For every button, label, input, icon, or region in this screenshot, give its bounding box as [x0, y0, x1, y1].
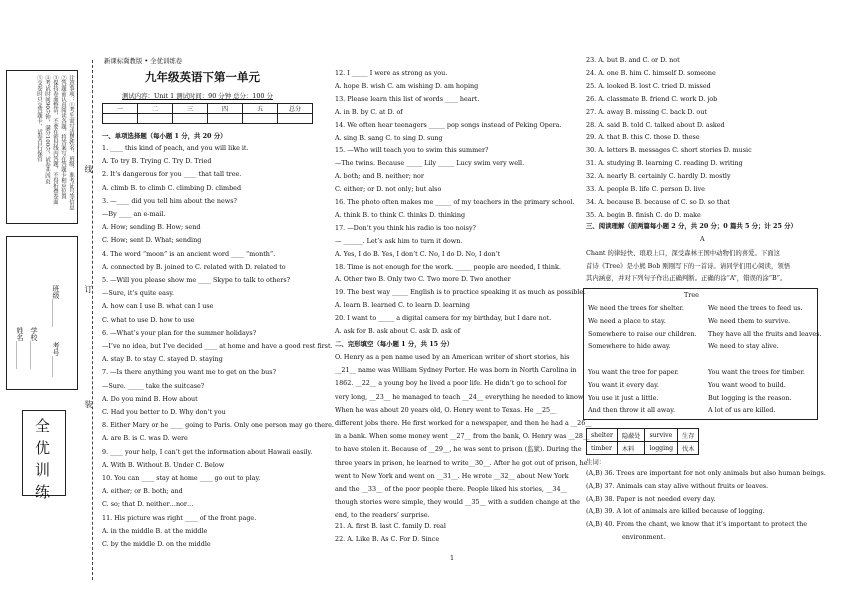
question-line: 7. —Is there anything you want me to get on the bus? — [102, 368, 276, 377]
passage-line: __21__ name was William Sydney Porter. He was born in North Carolina in — [335, 366, 577, 375]
poem-line: Somewhere to hide away. — [588, 342, 671, 351]
question-line: A. in B. by C. at D. of — [335, 107, 403, 116]
question-line: —I’ve no idea, but I’ve decided ____ at home and have a good rest first. — [102, 342, 333, 350]
question-line: 15. —Who will teach you to swim this summer? — [335, 146, 489, 155]
poem-title: Tree — [684, 291, 699, 299]
question-line: A. think B. to think C. thinks D. thinking — [335, 210, 466, 219]
poem-line: But logging is the reason. — [708, 393, 792, 402]
option-line: 24. A. one B. him C. himself D. someone — [586, 68, 716, 77]
question-line: —The twins. Because _____ Lily _____ Lucy swim very well. — [335, 159, 525, 168]
option-line: 29. A. that B. this C. those D. these — [586, 133, 700, 142]
poem-line: A lot of us are killed. — [708, 406, 776, 415]
poem-line: They have all the fruits and leaves. — [708, 329, 822, 338]
question-line: A. Do you mind B. How about — [102, 394, 198, 403]
question-line: 16. The photo often makes me _____ of my teachers in the primary school. — [335, 198, 575, 206]
question-line: A. either; or B. both; and — [102, 487, 183, 496]
question-line: C. what to use D. how to use — [102, 315, 195, 324]
question-line: (A,B) 37. Animals can stay alive without fruits or leaves. — [586, 481, 769, 490]
binding-mark-line: 线 — [84, 165, 93, 173]
question-line: 1. ____ this kind of peach, and you will like it. — [102, 144, 249, 152]
intro-line: 首诗《Tree》是小熊 Bob 刚刚写下的一首诗。请同学们用心阅读，领悟 — [586, 261, 791, 270]
question-line: C. How; sent D. What; sending — [102, 236, 202, 245]
question-line: A. sing B. sang C. to sing D. sung — [335, 133, 443, 142]
test-meta: 测试内容：Unit 1 测试时间：90 分钟 总分：100 分 — [122, 92, 273, 100]
question-line: C. either; or D. not only; but also — [335, 185, 442, 194]
question-line: 12. I _____ I were as strong as you. — [335, 69, 448, 77]
question-line: 2. It’s dangerous for you ____ that tall tree. — [102, 170, 242, 179]
binding-strip — [0, 0, 96, 601]
series-label: 新课标冀教版 • 全优训练卷 — [104, 57, 183, 65]
option-line: 28. A. said B. told C. talked about D. asked — [586, 120, 725, 129]
question-line: 4. The word “moon” is an ancient word ____ “month”. — [102, 249, 276, 258]
option-line: 32. A. nearly B. certainly C. hardly D. mostly — [586, 172, 731, 181]
poem-line: We need them to survive. — [708, 316, 791, 325]
question-line: A. Yes, I do B. Yes, I don’t C. No, I do D. No, I don’t — [335, 249, 501, 258]
question-line: A. ask for B. ask about C. ask D. ask of — [335, 327, 461, 335]
question-line: C. so; that D. neither…nor… — [102, 500, 194, 509]
question-line: 20. I want to _____ a digital camera for my birthday, but I dare not. — [335, 314, 552, 323]
vocab-row: shelter 隐蔽处 survive 生存 — [587, 429, 699, 442]
question-line: 5. —Will you please show me ____ Skype to talk to others? — [102, 276, 291, 284]
question-line: 11. His picture was right ____ of the front page. — [102, 513, 257, 522]
page-title: 九年级英语下第一单元 — [145, 70, 260, 84]
question-line: C. Had you better to D. Why don’t you — [102, 408, 226, 416]
question-line: A. Other two B. Only two C. Two more D. Two another — [335, 275, 511, 284]
passage-line: went to New York and went on __31__. He wrote __32__ about New York — [335, 471, 569, 480]
question-line: A. hope B. wish C. am wishing D. am hoping — [335, 81, 479, 90]
question-line: A. how can I use B. what can I use — [102, 302, 214, 311]
question-line: 9. ____ your help, I can’t get the information about Hawaii easily. — [102, 447, 313, 456]
binding-line — [92, 60, 93, 580]
vocab-table — [586, 428, 699, 455]
field-name[interactable]: 姓名________ — [16, 327, 24, 369]
intro-line: Chant 的律轻快、琅琅上口，深受森林王国中动物们的喜爱。下面这 — [586, 249, 781, 257]
poem-line: Somewhere to raise our children. — [588, 329, 697, 338]
question-line: 3. —____ did you tell him about the news? — [102, 196, 237, 205]
question-line: A. learn B. learned C. to learn D. learning — [335, 301, 471, 310]
passage-line: O. Henry as a pen name used by an American writer of short stories, his — [335, 353, 570, 361]
poem-line: We need the trees for shelter. — [588, 304, 684, 312]
poem-line: You use it just a little. — [588, 393, 659, 402]
question-line: —Sure, it’s quite easy. — [102, 289, 175, 298]
question-line: (A,B) 36. Trees are important for not only animals but also human beings. — [586, 469, 826, 477]
poem-line: You want wood to build. — [708, 380, 786, 389]
question-line: (A,B) 38. Paper is not needed every day. — [586, 494, 716, 503]
option-line: 31. A. studying B. learning C. reading D. writing — [586, 159, 743, 168]
question-line: A. in the middle B. at the middle — [102, 526, 208, 535]
passage-line: very long, __23__ he managed to teach __24__ everything he needed to know. — [335, 392, 585, 401]
passage-line: different jobs there. He first worked for a newspaper, and then he had a __26__ — [335, 419, 592, 427]
question-line: A. connected by B. joined to C. related with D. related to — [102, 262, 286, 271]
question-line: C. by the middle D. on the middle — [102, 540, 211, 548]
question-line: 19. The best way _____ English is to practice speaking it as much as possible. — [335, 288, 586, 297]
poem-line: You want it every day. — [588, 380, 659, 389]
question-line: A. both; and B. neither; nor — [335, 172, 424, 181]
passage-line: end, to the readers’ surprise. — [335, 511, 430, 520]
intro-line: 其内涵意，并对下列句子作出正确判断。正确的涂“A”，错误的涂“B”。 — [586, 274, 787, 282]
section3-sub: A — [700, 235, 705, 243]
question-line: (A,B) 40. From the chant, we know that it’s important to protect the — [586, 520, 808, 529]
option-line: 35. A. begin B. finish C. do D. make — [586, 210, 701, 219]
passage-line: in a bank. When some money went __27__ from the bank, O. Henry was __28__ — [335, 432, 590, 441]
question-line: (A,B) 39. A lot of animals are killed because of logging. — [586, 507, 765, 516]
poem-line: We need to stay alive. — [708, 342, 779, 351]
question-line: environment. — [622, 533, 666, 541]
option-line: 34. A. because B. because of C. so D. so that — [586, 197, 730, 206]
passage-line: three years in prison, he learned to write__30__. After he got out of prison, he — [335, 458, 588, 467]
option-line: 27. A. away B. missing C. back D. out — [586, 107, 707, 116]
passage-line: 1862. __22__ a young boy he lived a poor life. He didn’t go to school for — [335, 379, 567, 388]
page-number: 1 — [450, 554, 455, 562]
option-line: 22. A. Like B. As C. For D. Since — [335, 535, 440, 544]
question-line: A. To try B. Trying C. Try D. Tried — [102, 157, 212, 166]
notice-text: 注意事项：①考生需写清楚姓名、班级、准考证号等信息 ②答题前认真阅读各题，将答案写在答题卡相应位置 ③保持卷面整洁，不要在密封线内答题，不得折叠卷面 ④考试时间90分钟，满分100分，试卷共四页 ⑤交卷时只交答题卡，试卷自行保管 — [36, 75, 74, 210]
poem-line: We need a place to stay. — [588, 316, 666, 325]
poem-line: We need the trees to feed us. — [708, 304, 803, 312]
question-line: —Sure. _____ take the suitcase? — [102, 381, 205, 390]
student-info-box — [6, 236, 78, 390]
question-line: — ______. Let’s ask him to turn it down. — [335, 236, 463, 245]
section1-heading: 一、单项选择题（每小题 1 分，共 20 分） — [102, 132, 227, 140]
question-line: A. climb B. to climb C. climbing D. climbed — [102, 183, 242, 192]
passage-line: When he was about 20 years old, O. Henry went to Texas. He __25__ — [335, 405, 557, 414]
field-id[interactable]: 考号______ — [52, 342, 60, 377]
question-line: 17. —Don’t you think his radio is too noisy? — [335, 223, 476, 232]
field-school[interactable]: 学校________ — [30, 327, 38, 369]
brand-text: 全 优 训 练 — [35, 417, 53, 501]
option-line: 26. A. classmate B. friend C. work D. job — [586, 94, 718, 103]
brand-box — [22, 410, 66, 501]
vocab-note: 生词： — [586, 458, 606, 466]
poem-box — [583, 288, 822, 420]
question-line: 18. Time is not enough for the work. _____ people are needed, I think. — [335, 262, 561, 271]
score-table: 一 二 三 四 五 总分 — [102, 103, 313, 124]
question-line: —By ____ an e-mail. — [102, 210, 166, 218]
question-line: 10. You can ____ stay at home ____ go out to play. — [102, 474, 261, 482]
question-line: A. are B. is C. was D. were — [102, 434, 188, 443]
option-line: 25. A. looked B. lost C. tried D. missed — [586, 81, 711, 90]
passage-line: and the __33__ of the poor people there. People liked his stories, __34__ — [335, 485, 567, 493]
question-line: 14. We often hear teenagers _____ pop songs instead of Peking Opera. — [335, 120, 562, 129]
option-line: 30. A. letters B. messages C. short stories D. music — [586, 146, 752, 155]
vocab-row: timber 木料 logging 伐木 — [587, 442, 699, 455]
section2-heading: 二、完形填空（每小题 1 分，共 15 分） — [335, 340, 454, 348]
binding-mark-staple: 订 — [84, 285, 93, 293]
question-line: A. How; sending B. How; send — [102, 223, 201, 232]
poem-line: And then throw it all away. — [588, 406, 676, 415]
poem-line: You want the tree for paper. — [588, 368, 679, 376]
passage-line: though stories were simple, they would __35__ with a sudden change at the — [335, 498, 580, 507]
option-line: 21. A. first B. last C. family D. real — [335, 522, 446, 530]
passage-line: to have stolen it. Because of __29__, he was sent to prison (监狱). During the — [335, 445, 582, 454]
question-line: A. With B. Without B. Under C. Below — [102, 460, 225, 469]
question-line: 13. Please learn this list of words ____ heart. — [335, 94, 480, 103]
binding-mark-pack: 装 — [84, 400, 93, 408]
question-line: A. stay B. to stay C. stayed D. staying — [102, 355, 223, 364]
field-class[interactable]: 班级________ — [52, 285, 60, 327]
notice-box — [6, 70, 78, 224]
question-line: 8. Either Mary or he ____ going to Paris. Only one person may go there. — [102, 421, 334, 430]
option-line: 33. A. people B. life C. person D. live — [586, 185, 705, 193]
option-line: 23. A. but B. and C. or D. not — [586, 56, 680, 64]
poem-line: You want the trees for timber. — [708, 368, 805, 376]
question-line: 6. —What’s your plan for the summer holidays? — [102, 328, 257, 337]
section3-heading: 三、阅读理解（前两篇每小题 2 分，共 20 分；0 篇共 5 分；计 25 分） — [586, 222, 797, 230]
